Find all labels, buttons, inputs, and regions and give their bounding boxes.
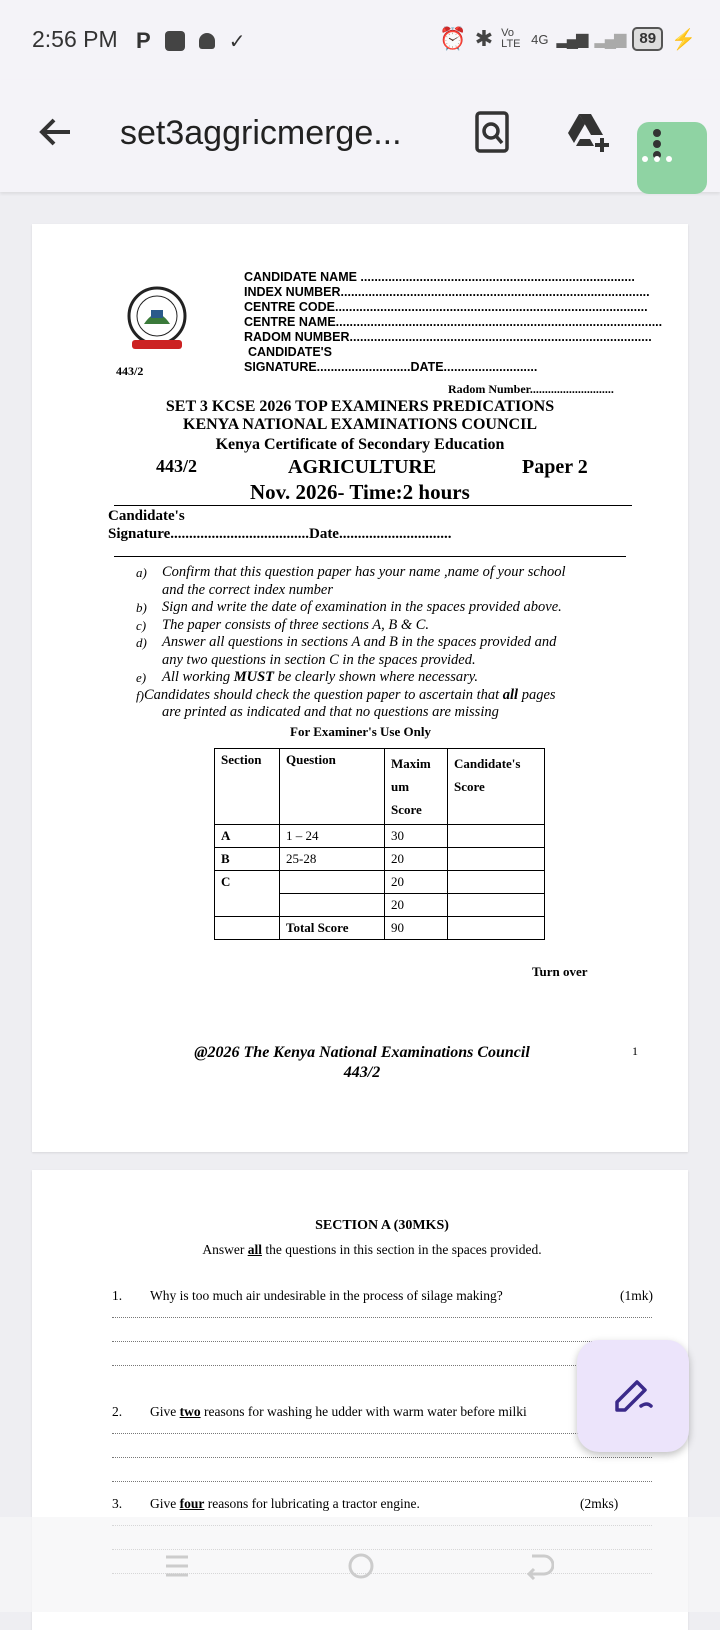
question-1: 1. Why is too much air undesirable in the process of silage making? (1mk) [112,1288,653,1303]
signature-date-field: SIGNATURE...........................DATE........................... [244,360,538,374]
heading-knec: KENYA NATIONAL EXAMINATIONS COUNCIL [183,416,537,433]
app-bar [0,80,720,192]
heading-set3: SET 3 KCSE 2026 TOP EXAMINERS PREDICATIONS [165,398,555,415]
navigation-bar [0,1517,720,1612]
heading-kcse: Kenya Certificate of Secondary Education [215,436,505,453]
signal-icon: ▂▄▆ [556,31,587,48]
answer-line [112,1316,652,1318]
divider-2 [114,556,626,557]
answer-line [112,1480,652,1482]
section-a-instruction: Answer all the questions in this section in the spaces provided. [202,1242,542,1257]
paper-code: 443/2 [156,456,198,476]
back-nav-icon[interactable] [524,1552,554,1585]
add-to-drive-icon[interactable] [566,110,612,159]
table-row: A 1 – 24 30 [215,825,545,848]
more-options-button[interactable] [637,122,707,194]
radom-number-field: RADOM NUMBER....................................................................................... [244,330,652,344]
knec-logo-icon [124,284,190,354]
status-time: 2:56 PM [32,26,118,52]
battery-icon: 89 [632,27,663,51]
footer-code: 443/2 [343,1064,381,1081]
table-row: C 20 [215,871,545,894]
answer-line [112,1432,652,1434]
index-number-field: INDEX NUMBER......................................................................................... [244,285,650,299]
paper-number: Paper 2 [522,456,588,478]
instruction-item: c) The paper consists of three sections A, B & C. [136,616,430,633]
exam-time: Nov. 2026- Time:2 hours [250,480,470,504]
annotate-button[interactable] [577,1340,689,1452]
divider [114,505,632,506]
turn-over: Turn over [532,964,588,979]
alarm-icon: ⏰ [439,26,467,51]
table-header-row: Section Question Maxim um Score Candidate's Score [215,749,545,825]
candidate-signature-label-2: Candidate's [108,508,185,524]
back-arrow-icon[interactable] [36,112,76,157]
section-a-title: SECTION A (30MKS) [315,1218,449,1233]
status-bar [0,0,720,80]
table-row: B 25-28 20 [215,848,545,871]
document-title: set3aggricmerge... [120,114,402,152]
score-table [214,748,545,940]
subject-title: AGRICULTURE [288,456,437,478]
examiner-use-title: For Examiner's Use Only [290,724,431,739]
logo-code: 443/2 [116,364,144,378]
recents-icon[interactable] [162,1552,192,1585]
charging-icon: ⚡ [671,28,696,51]
instruction-item: d) Answer all questions in sections A and B in the spaces provided and [136,634,557,650]
page-number: 1 [632,1044,638,1058]
bluetooth-icon: ✱ [474,26,494,51]
search-document-icon[interactable] [474,110,512,161]
table-row: 20 [215,894,545,917]
question-3: 3. Give four reasons for lubricating a tractor engine. (2mks) [112,1496,619,1511]
answer-line [112,1364,652,1366]
home-icon[interactable] [346,1551,376,1586]
instructions-list: a) Confirm that this question paper has your name ,name of your school and the correct index number b) Sign and write the date of examination in the spaces provided above. c) The paper consists of three sections A, B & C. d) Answer all questions in sections A and B in the spaces provided and any two questions in section C in the spaces provided. e) All working MUST be clearly shown where necessary. f) Candidates should check the question paper to ascertain that all pages are printed as indicated and that no questions are missing [136,564,676,722]
candidate-name-field: CANDIDATE NAME ............................................................................... [244,270,635,284]
instruction-item: a) Confirm that this question paper has your name ,name of your school [136,564,566,580]
signal-2-icon: ▂▄▆ [594,31,625,48]
candidate-signature-date: Signature.....................................Date.............................. [108,526,452,542]
centre-name-field: CENTRE NAME.............................................................................................. [244,315,663,329]
instruction-item: e) All working MUST be clearly shown where necessary. [136,669,479,685]
question-2: 2. Give two reasons for washing he udder with warm water before milki [112,1404,527,1419]
volte-icon: Vo LTE [501,27,521,50]
network-type: 4G [531,31,549,47]
notification-icons [136,28,245,54]
copyright-text: @2026 The Kenya National Examinations Council [194,1044,530,1061]
candidate-signature-label: CANDIDATE'S [248,345,332,359]
table-row: Total Score 90 [215,917,545,940]
square-app-icon [165,31,185,51]
p-notification-icon: P [136,28,151,53]
centre-code-field: CENTRE CODE.......................................................................................... [244,300,648,314]
android-icon [199,33,215,49]
radom-number-2: Radom Number............................ [448,382,614,396]
checkmark-icon: ✓ [228,30,246,53]
answer-line [112,1340,652,1342]
document-page-1 [32,224,688,1152]
pen-icon [611,1372,655,1421]
instruction-item: b) Sign and write the date of examination in the spaces provided above. [136,599,562,615]
instruction-item: f) Candidates should check the question paper to ascertain that all pages [136,686,556,703]
answer-line [112,1456,652,1458]
